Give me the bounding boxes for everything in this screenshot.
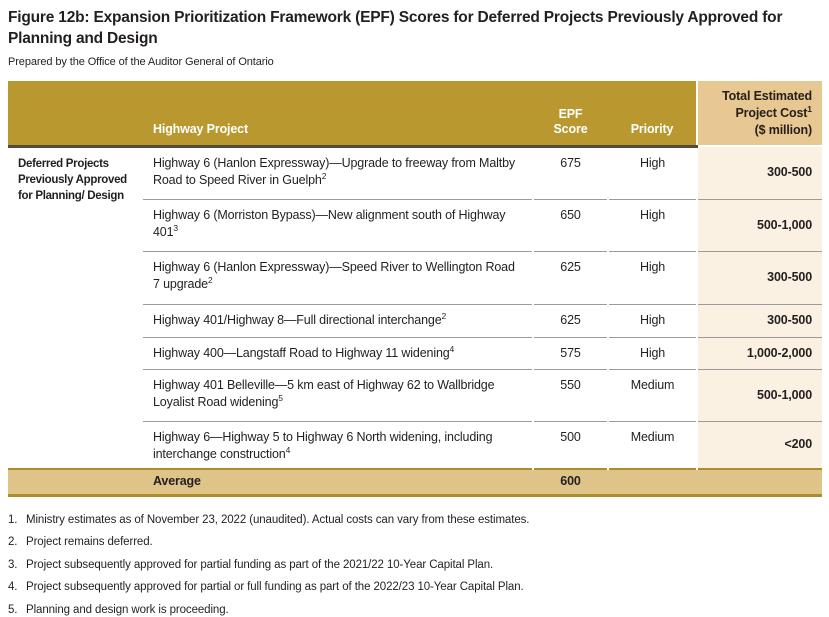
epf-header-line1: EPF bbox=[558, 106, 583, 121]
footnote bbox=[8, 603, 821, 617]
column-header-epf-score bbox=[533, 81, 608, 146]
average-priority-empty bbox=[608, 469, 697, 495]
epf-score-cell: 675 bbox=[533, 146, 608, 199]
cost-cell: 300-500 bbox=[697, 251, 822, 304]
epf-score-cell: 500 bbox=[533, 421, 608, 469]
column-header-total-cost bbox=[697, 81, 822, 146]
column-header-priority: Priority bbox=[608, 81, 697, 146]
cost-cell: 300-500 bbox=[697, 146, 822, 199]
footnote-ref: 2 bbox=[441, 310, 447, 321]
project-text: Highway 6—Highway 5 to Highway 6 North widening, including interchange construction bbox=[153, 429, 493, 461]
project-text: Highway 401/Highway 8—Full directional interchange bbox=[153, 312, 442, 327]
footnote bbox=[8, 513, 821, 527]
average-row bbox=[8, 469, 822, 495]
average-cost-empty bbox=[697, 469, 822, 495]
cost-header-line3: ($ million) bbox=[754, 122, 812, 137]
cost-cell: 300-500 bbox=[697, 304, 822, 337]
epf-score-cell: 625 bbox=[533, 304, 608, 337]
footnote-number: 1. bbox=[8, 513, 18, 526]
priority-cell: Medium bbox=[608, 421, 697, 469]
project-cell bbox=[143, 199, 533, 251]
footnote-ref: 2 bbox=[321, 170, 327, 181]
figure-subtitle: Prepared by the Office of the Auditor General of Ontario bbox=[8, 56, 274, 68]
epf-score-cell: 575 bbox=[533, 337, 608, 369]
footnote-ref: 4 bbox=[285, 444, 291, 455]
project-cell bbox=[143, 304, 533, 337]
priority-cell: High bbox=[608, 304, 697, 337]
footnote-text: Ministry estimates as of November 23, 2022 (unaudited). Actual costs can vary from these estimates. bbox=[26, 513, 530, 526]
average-epf-score: 600 bbox=[533, 469, 608, 495]
cost-header-line1: Total Estimated bbox=[722, 88, 812, 103]
project-text: Highway 401 Belleville—5 km east of Highway 62 to Wallbridge Loyalist Road widening bbox=[153, 377, 495, 409]
priority-cell: High bbox=[608, 146, 697, 199]
cost-header-footnote-ref: 1 bbox=[807, 103, 812, 114]
cost-header-line2: Project Cost bbox=[735, 105, 808, 120]
footnote-ref: 2 bbox=[207, 274, 213, 285]
epf-scores-table bbox=[8, 81, 822, 497]
column-header-highway-project: Highway Project bbox=[143, 81, 533, 146]
footnote-text: Project subsequently approved for partial or full funding as part of the 2022/23 10-Year Capital Plan. bbox=[26, 581, 524, 593]
footnote-number: 2. bbox=[8, 536, 18, 548]
project-cell bbox=[143, 146, 533, 199]
table-row bbox=[8, 146, 822, 199]
footnotes bbox=[8, 513, 821, 617]
average-row-spacer bbox=[8, 469, 143, 495]
project-text: Highway 6 (Hanlon Expressway)—Speed River to Wellington Road 7 upgrade bbox=[153, 259, 515, 291]
cost-cell: <200 bbox=[697, 421, 822, 469]
cost-cell: 500-1,000 bbox=[697, 199, 822, 251]
priority-cell: High bbox=[608, 337, 697, 369]
epf-header-line2: Score bbox=[553, 121, 588, 136]
footnote-text: Planning and design work is proceeding. bbox=[26, 603, 229, 616]
footnote-number: 4. bbox=[8, 581, 18, 593]
figure-title: Figure 12b: Expansion Prioritization Framework (EPF) Scores for Deferred Projects Previously Approved for Planning and Design bbox=[8, 9, 783, 47]
row-group-label: Deferred Projects Previously Approved for Planning/ Design bbox=[18, 157, 127, 202]
footnote-number: 5. bbox=[8, 603, 18, 616]
priority-cell: High bbox=[608, 251, 697, 304]
footnote-ref: 4 bbox=[449, 343, 455, 354]
priority-cell: Medium bbox=[608, 369, 697, 421]
project-cell bbox=[143, 421, 533, 469]
average-label: Average bbox=[143, 469, 533, 495]
project-cell bbox=[143, 369, 533, 421]
cost-cell: 500-1,000 bbox=[697, 369, 822, 421]
priority-cell: High bbox=[608, 199, 697, 251]
epf-score-cell: 550 bbox=[533, 369, 608, 421]
footnote bbox=[8, 580, 821, 594]
footnote-text: Project subsequently approved for partial funding as part of the 2021/22 10-Year Capital Plan. bbox=[26, 558, 494, 571]
epf-score-cell: 650 bbox=[533, 199, 608, 251]
footnote-ref: 3 bbox=[173, 222, 179, 233]
footnote-text: Project remains deferred. bbox=[26, 536, 153, 548]
project-text: Highway 6 (Hanlon Expressway)—Upgrade to freeway from Maltby Road to Speed River in Guelph bbox=[153, 155, 515, 187]
footnote bbox=[8, 535, 821, 549]
project-cell bbox=[143, 251, 533, 304]
row-group-header-cell bbox=[8, 81, 143, 146]
epf-score-cell: 625 bbox=[533, 251, 608, 304]
footnote-ref: 5 bbox=[278, 392, 283, 403]
table-header-row bbox=[8, 81, 822, 146]
cost-cell: 1,000-2,000 bbox=[697, 337, 822, 369]
project-text: Highway 400—Langstaff Road to Highway 11 widening bbox=[153, 345, 450, 360]
footnote-number: 3. bbox=[8, 558, 18, 571]
footnote bbox=[8, 558, 821, 572]
project-cell bbox=[143, 337, 533, 369]
project-text: Highway 6 (Morriston Bypass)—New alignment south of Highway 401 bbox=[153, 207, 506, 239]
